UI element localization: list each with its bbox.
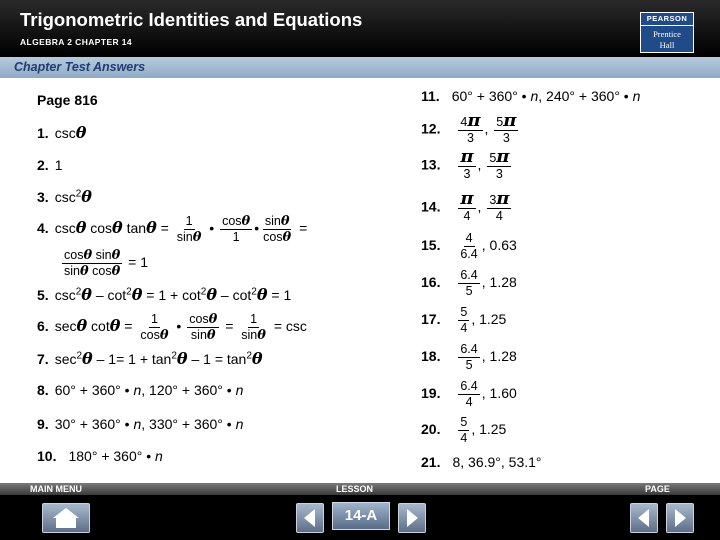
- answer-15: [421, 231, 517, 262]
- fraction-numerator: 6.4: [460, 342, 478, 356]
- answer-text: 1: [54, 157, 63, 173]
- pi-symbol: π: [496, 146, 510, 167]
- answer-number: 10.: [37, 448, 57, 464]
- fraction-numerator: [487, 188, 511, 209]
- theta-symbol: θ: [111, 264, 121, 279]
- answer-text: , 1.25: [471, 421, 507, 438]
- variable-n: n: [235, 382, 244, 398]
- fraction-numerator: [458, 110, 482, 131]
- answer-number: 9.: [37, 416, 49, 432]
- variable-n: n: [235, 416, 244, 432]
- pi-symbol: π: [496, 188, 510, 209]
- fraction-numerator: [487, 146, 511, 167]
- home-icon: [43, 504, 89, 532]
- variable-n: n: [155, 448, 163, 464]
- fraction: [487, 146, 511, 182]
- theta-symbol: θ: [241, 214, 251, 229]
- answer-text: = csc: [273, 318, 307, 335]
- fraction-denominator: [239, 328, 268, 343]
- fraction-text: cos: [263, 230, 283, 244]
- answer-number: 11.: [421, 88, 440, 104]
- theta-symbol: θ: [82, 349, 93, 368]
- answer-text: 8, 36.9°, 53.1°: [452, 454, 542, 470]
- variable-n: n: [632, 88, 641, 104]
- answer-text: – 1 = tan: [191, 351, 247, 367]
- fraction: [62, 248, 122, 279]
- fraction-numerator: [62, 248, 122, 264]
- fraction-denominator: 4: [495, 209, 503, 223]
- fraction: [458, 379, 479, 410]
- fraction-text: 4: [460, 115, 468, 129]
- separator: ,: [477, 198, 482, 215]
- fraction: [458, 231, 479, 262]
- answer-13: [421, 146, 513, 182]
- main-menu-label: MAIN MENU: [30, 484, 82, 494]
- fraction-text: cos: [64, 248, 84, 262]
- fraction-denominator: 5: [465, 358, 473, 372]
- fraction: [487, 188, 511, 224]
- pi-symbol: π: [467, 110, 481, 131]
- fraction-text: cos: [92, 264, 112, 278]
- equals-sign: =: [124, 318, 133, 335]
- main-menu-button[interactable]: [42, 503, 90, 533]
- fraction-denominator: [189, 328, 218, 343]
- fraction-denominator: 3: [495, 167, 503, 181]
- separator: ,: [484, 120, 489, 137]
- answer-text: csc: [54, 189, 76, 205]
- answer-text: , 0.63: [481, 237, 517, 254]
- theta-symbol: θ: [111, 248, 121, 263]
- exponent: 2: [251, 286, 257, 298]
- answer-number: 21.: [421, 454, 441, 470]
- theta-symbol: θ: [81, 187, 92, 206]
- answer-19: [421, 379, 517, 410]
- fraction-denominator: 3: [502, 131, 510, 145]
- fraction: [261, 214, 293, 245]
- fraction-denominator: 1: [232, 230, 240, 244]
- page-prev-button[interactable]: [630, 503, 658, 533]
- variable-n: n: [530, 88, 539, 104]
- dot-operator: •: [209, 220, 215, 237]
- answer-text: , 120° + 360° •: [141, 382, 232, 398]
- answer-number: 1.: [37, 125, 49, 141]
- fraction-denominator: 6.4: [460, 247, 478, 261]
- theta-symbol: θ: [257, 328, 266, 343]
- answer-21: [421, 453, 542, 471]
- theta-symbol: θ: [206, 328, 216, 343]
- lesson-indicator: 14-A: [332, 502, 390, 530]
- fraction-text: cos: [222, 214, 242, 228]
- fraction-denominator: [261, 230, 293, 245]
- dot-operator: •: [254, 220, 260, 237]
- header-bar: [0, 0, 720, 57]
- exponent: 2: [200, 286, 207, 298]
- page-label: Page 816: [37, 92, 98, 108]
- fraction-numerator: 1: [150, 312, 158, 326]
- fraction-text: sin: [64, 264, 80, 278]
- fraction-numerator: 5: [460, 415, 468, 429]
- fraction-denominator: 4: [460, 321, 468, 335]
- fraction-numerator: [220, 214, 252, 230]
- answer-number: 13.: [421, 156, 441, 173]
- answer-text: cos: [90, 220, 113, 237]
- page-next-button[interactable]: [666, 503, 694, 533]
- answer-number: 19.: [421, 385, 441, 402]
- fraction-text: sin: [241, 328, 258, 342]
- answer-18: [421, 342, 517, 373]
- theta-symbol: θ: [109, 316, 121, 336]
- answer-14: [421, 188, 513, 224]
- theta-symbol: θ: [159, 328, 169, 343]
- theta-symbol: θ: [76, 316, 88, 336]
- fraction-text: sin: [95, 248, 112, 262]
- separator: ,: [477, 156, 482, 173]
- theta-symbol: θ: [192, 230, 202, 245]
- theta-symbol: θ: [146, 218, 157, 238]
- answer-text: , 1.28: [481, 274, 517, 291]
- fraction-numerator: [187, 312, 219, 328]
- answer-4: [37, 214, 307, 245]
- arrow-left-icon: [297, 504, 323, 532]
- answer-number: 7.: [37, 351, 49, 367]
- answer-text: , 330° + 360° •: [141, 416, 232, 432]
- exponent: 2: [171, 350, 177, 362]
- answer-16: [421, 268, 517, 299]
- fraction-text: 3: [489, 193, 497, 207]
- answer-text: = 1: [128, 254, 149, 271]
- answer-text: sec: [54, 351, 77, 367]
- answer-number: 6.: [37, 318, 49, 335]
- answer-7: [37, 350, 263, 368]
- answer-number: 4.: [37, 220, 49, 237]
- fraction-numerator: 4: [465, 231, 473, 245]
- answer-text: , 1.60: [481, 385, 517, 402]
- fraction: [494, 110, 518, 146]
- answer-text: cot: [91, 318, 110, 335]
- theta-symbol: θ: [83, 248, 93, 263]
- answer-text: sec: [54, 318, 77, 335]
- fraction: [138, 312, 170, 343]
- equals-sign: =: [160, 220, 169, 237]
- fraction-text: 5: [489, 151, 497, 165]
- fraction: [458, 146, 475, 182]
- variable-n: n: [133, 382, 142, 398]
- exponent: 2: [246, 350, 252, 362]
- fraction: [458, 268, 479, 299]
- fraction-text: 5: [496, 115, 504, 129]
- pi-symbol: π: [503, 110, 517, 131]
- answer-text: csc: [54, 220, 76, 237]
- exponent: 2: [76, 350, 83, 362]
- answer-12: [421, 110, 520, 146]
- fraction-denominator: [175, 230, 204, 245]
- equals-sign: =: [225, 318, 234, 335]
- equals-sign: =: [299, 220, 308, 237]
- theta-symbol: θ: [251, 349, 263, 368]
- answer-4-continued: [60, 248, 148, 279]
- pi-symbol: π: [460, 188, 474, 209]
- section-bar: [0, 57, 720, 78]
- variable-n: n: [133, 416, 142, 432]
- answer-number: 20.: [421, 421, 441, 438]
- answer-number: 8.: [37, 382, 49, 398]
- theta-symbol: θ: [176, 349, 188, 368]
- fraction: [220, 214, 252, 245]
- answer-number: 14.: [421, 198, 441, 215]
- answer-number: 15.: [421, 237, 441, 254]
- theta-symbol: θ: [206, 285, 218, 304]
- fraction: [458, 415, 469, 446]
- answer-1: [37, 124, 86, 142]
- fraction-denominator: 3: [466, 131, 474, 145]
- fraction: [175, 214, 204, 245]
- answer-text: – 1= 1 + tan: [96, 351, 172, 367]
- answer-number: 17.: [421, 311, 441, 328]
- fraction: [239, 312, 268, 343]
- fraction-text: sin: [176, 230, 193, 244]
- fraction: [458, 188, 475, 224]
- fraction-denominator: 4: [465, 395, 473, 409]
- logo-text-pearson: PEARSON: [641, 14, 693, 26]
- logo-text-prentice: Prentice: [653, 29, 681, 39]
- app-title: Trigonometric Identities and Equations: [20, 9, 363, 30]
- fraction: [187, 312, 219, 343]
- answer-number: 18.: [421, 348, 441, 365]
- answer-text: tan: [126, 220, 147, 237]
- answer-text: = 1: [271, 287, 292, 303]
- answer-number: 3.: [37, 189, 49, 205]
- answer-3: [37, 188, 92, 206]
- answer-17: [421, 305, 506, 336]
- fraction-text: sin: [264, 214, 281, 228]
- fraction-text: cos: [140, 328, 160, 342]
- fraction-numerator: 1: [185, 214, 193, 228]
- fraction-denominator: 5: [465, 284, 473, 298]
- theta-symbol: θ: [75, 218, 87, 238]
- fraction-numerator: [458, 188, 475, 209]
- fraction: [458, 110, 482, 146]
- fraction-numerator: [458, 146, 475, 167]
- fraction-denominator: [62, 264, 122, 279]
- arrow-right-icon: [399, 504, 425, 532]
- theta-symbol: θ: [208, 312, 218, 327]
- exponent: 2: [75, 286, 82, 298]
- theta-symbol: θ: [131, 285, 143, 304]
- theta-symbol: θ: [79, 264, 89, 279]
- arrow-right-icon: [667, 504, 693, 532]
- fraction-numerator: [263, 214, 292, 230]
- fraction-numerator: 5: [460, 305, 468, 319]
- answer-5: [37, 286, 291, 304]
- theta-symbol: θ: [282, 230, 292, 245]
- exponent: 2: [75, 188, 82, 200]
- fraction-numerator: [494, 110, 518, 131]
- answer-8: [37, 381, 243, 399]
- answer-text: , 1.28: [481, 348, 517, 365]
- answer-text: 180° + 360° •: [68, 448, 152, 464]
- exponent: 2: [126, 286, 132, 298]
- lesson-next-button[interactable]: [398, 503, 426, 533]
- answer-10: [37, 447, 163, 465]
- arrow-left-icon: [631, 504, 657, 532]
- fraction-text: cos: [189, 312, 209, 326]
- fraction-denominator: 4: [460, 431, 468, 445]
- logo-text-hall: Hall: [659, 40, 675, 50]
- answer-number: 16.: [421, 274, 441, 291]
- answer-text: 60° + 360° •: [54, 382, 130, 398]
- fraction-denominator: 3: [463, 167, 471, 181]
- fraction-numerator: 6.4: [460, 379, 478, 393]
- pi-symbol: π: [460, 146, 474, 167]
- dot-operator: •: [176, 318, 182, 335]
- fraction-numerator: 1: [250, 312, 258, 326]
- answer-text: = 1 + cot: [146, 287, 201, 303]
- answer-text: , 240° + 360° •: [538, 88, 629, 104]
- answer-text: 30° + 360° •: [54, 416, 130, 432]
- answer-text: , 1.25: [471, 311, 507, 328]
- lesson-label: LESSON: [336, 484, 374, 494]
- answer-2: [37, 156, 62, 174]
- answer-number: 5.: [37, 287, 49, 303]
- answer-text: – cot: [95, 287, 127, 303]
- pearson-logo: [640, 12, 694, 53]
- app-subtitle: ALGEBRA 2 CHAPTER 14: [20, 37, 133, 47]
- fraction-text: sin: [190, 328, 207, 342]
- fraction: [458, 305, 469, 336]
- theta-symbol: θ: [280, 214, 290, 229]
- fraction: [458, 342, 479, 373]
- answer-text: 60° + 360° •: [451, 88, 527, 104]
- theta-symbol: θ: [112, 218, 123, 238]
- answer-6: [37, 312, 307, 343]
- answer-20: [421, 415, 506, 446]
- answer-text: csc: [54, 125, 76, 141]
- fraction-numerator: 6.4: [460, 268, 478, 282]
- fraction-denominator: [138, 328, 170, 343]
- page-label-nav: PAGE: [645, 484, 670, 494]
- theta-symbol: θ: [81, 285, 92, 304]
- section-title: Chapter Test Answers: [14, 60, 146, 74]
- answer-number: 2.: [37, 157, 49, 173]
- fraction-denominator: 4: [463, 209, 471, 223]
- theta-symbol: θ: [75, 123, 87, 142]
- lesson-prev-button[interactable]: [296, 503, 324, 533]
- answer-text: csc: [54, 287, 76, 303]
- theta-symbol: θ: [256, 285, 268, 304]
- answer-number: 12.: [421, 120, 441, 137]
- answer-9: [37, 415, 243, 433]
- answer-11: [421, 87, 640, 105]
- answer-text: – cot: [220, 287, 252, 303]
